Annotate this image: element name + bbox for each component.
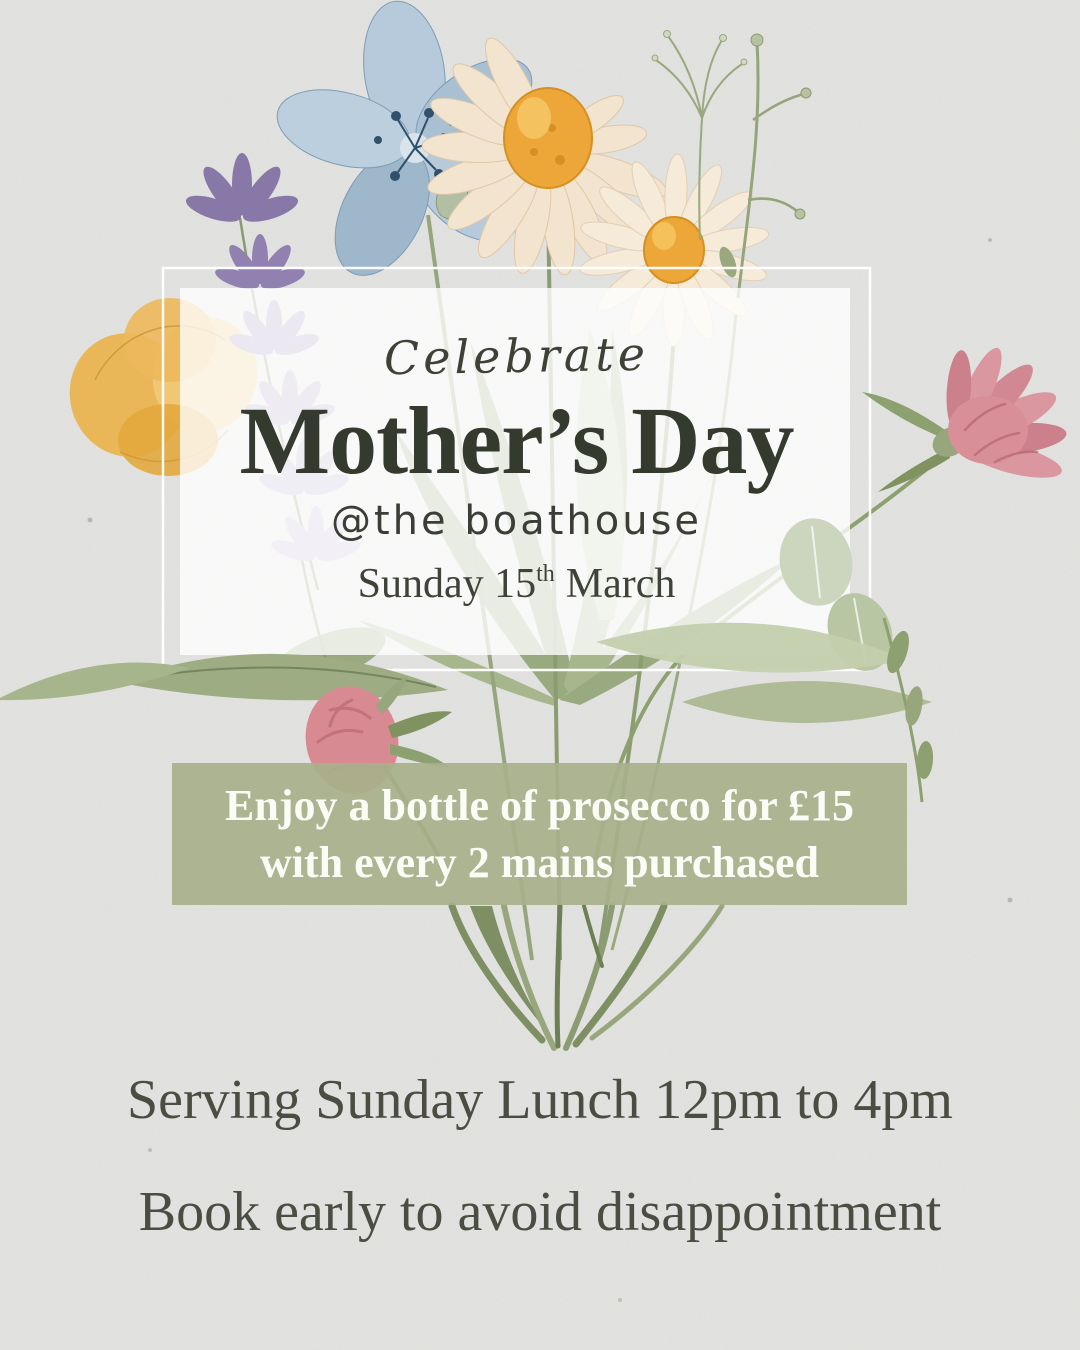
event-date-ordinal: th [536, 561, 555, 587]
eyebrow-text: Celebrate [383, 326, 650, 386]
booking-advice-text: Book early to avoid disappointment [138, 1181, 942, 1243]
offer-line-2: with every 2 mains purchased [260, 838, 819, 887]
venue-name: @the boathouse [330, 498, 703, 544]
offer-banner [172, 763, 907, 905]
offer-line-1: Enjoy a bottle of prosecco for £15 [225, 780, 854, 830]
event-date-day: Sunday 15 [357, 561, 537, 607]
serving-times-text: Serving Sunday Lunch 12pm to 4pm [127, 1069, 953, 1131]
event-date-month: March [565, 561, 676, 607]
title-panel [180, 288, 850, 655]
poster-title: Mother’s Day [239, 387, 794, 494]
